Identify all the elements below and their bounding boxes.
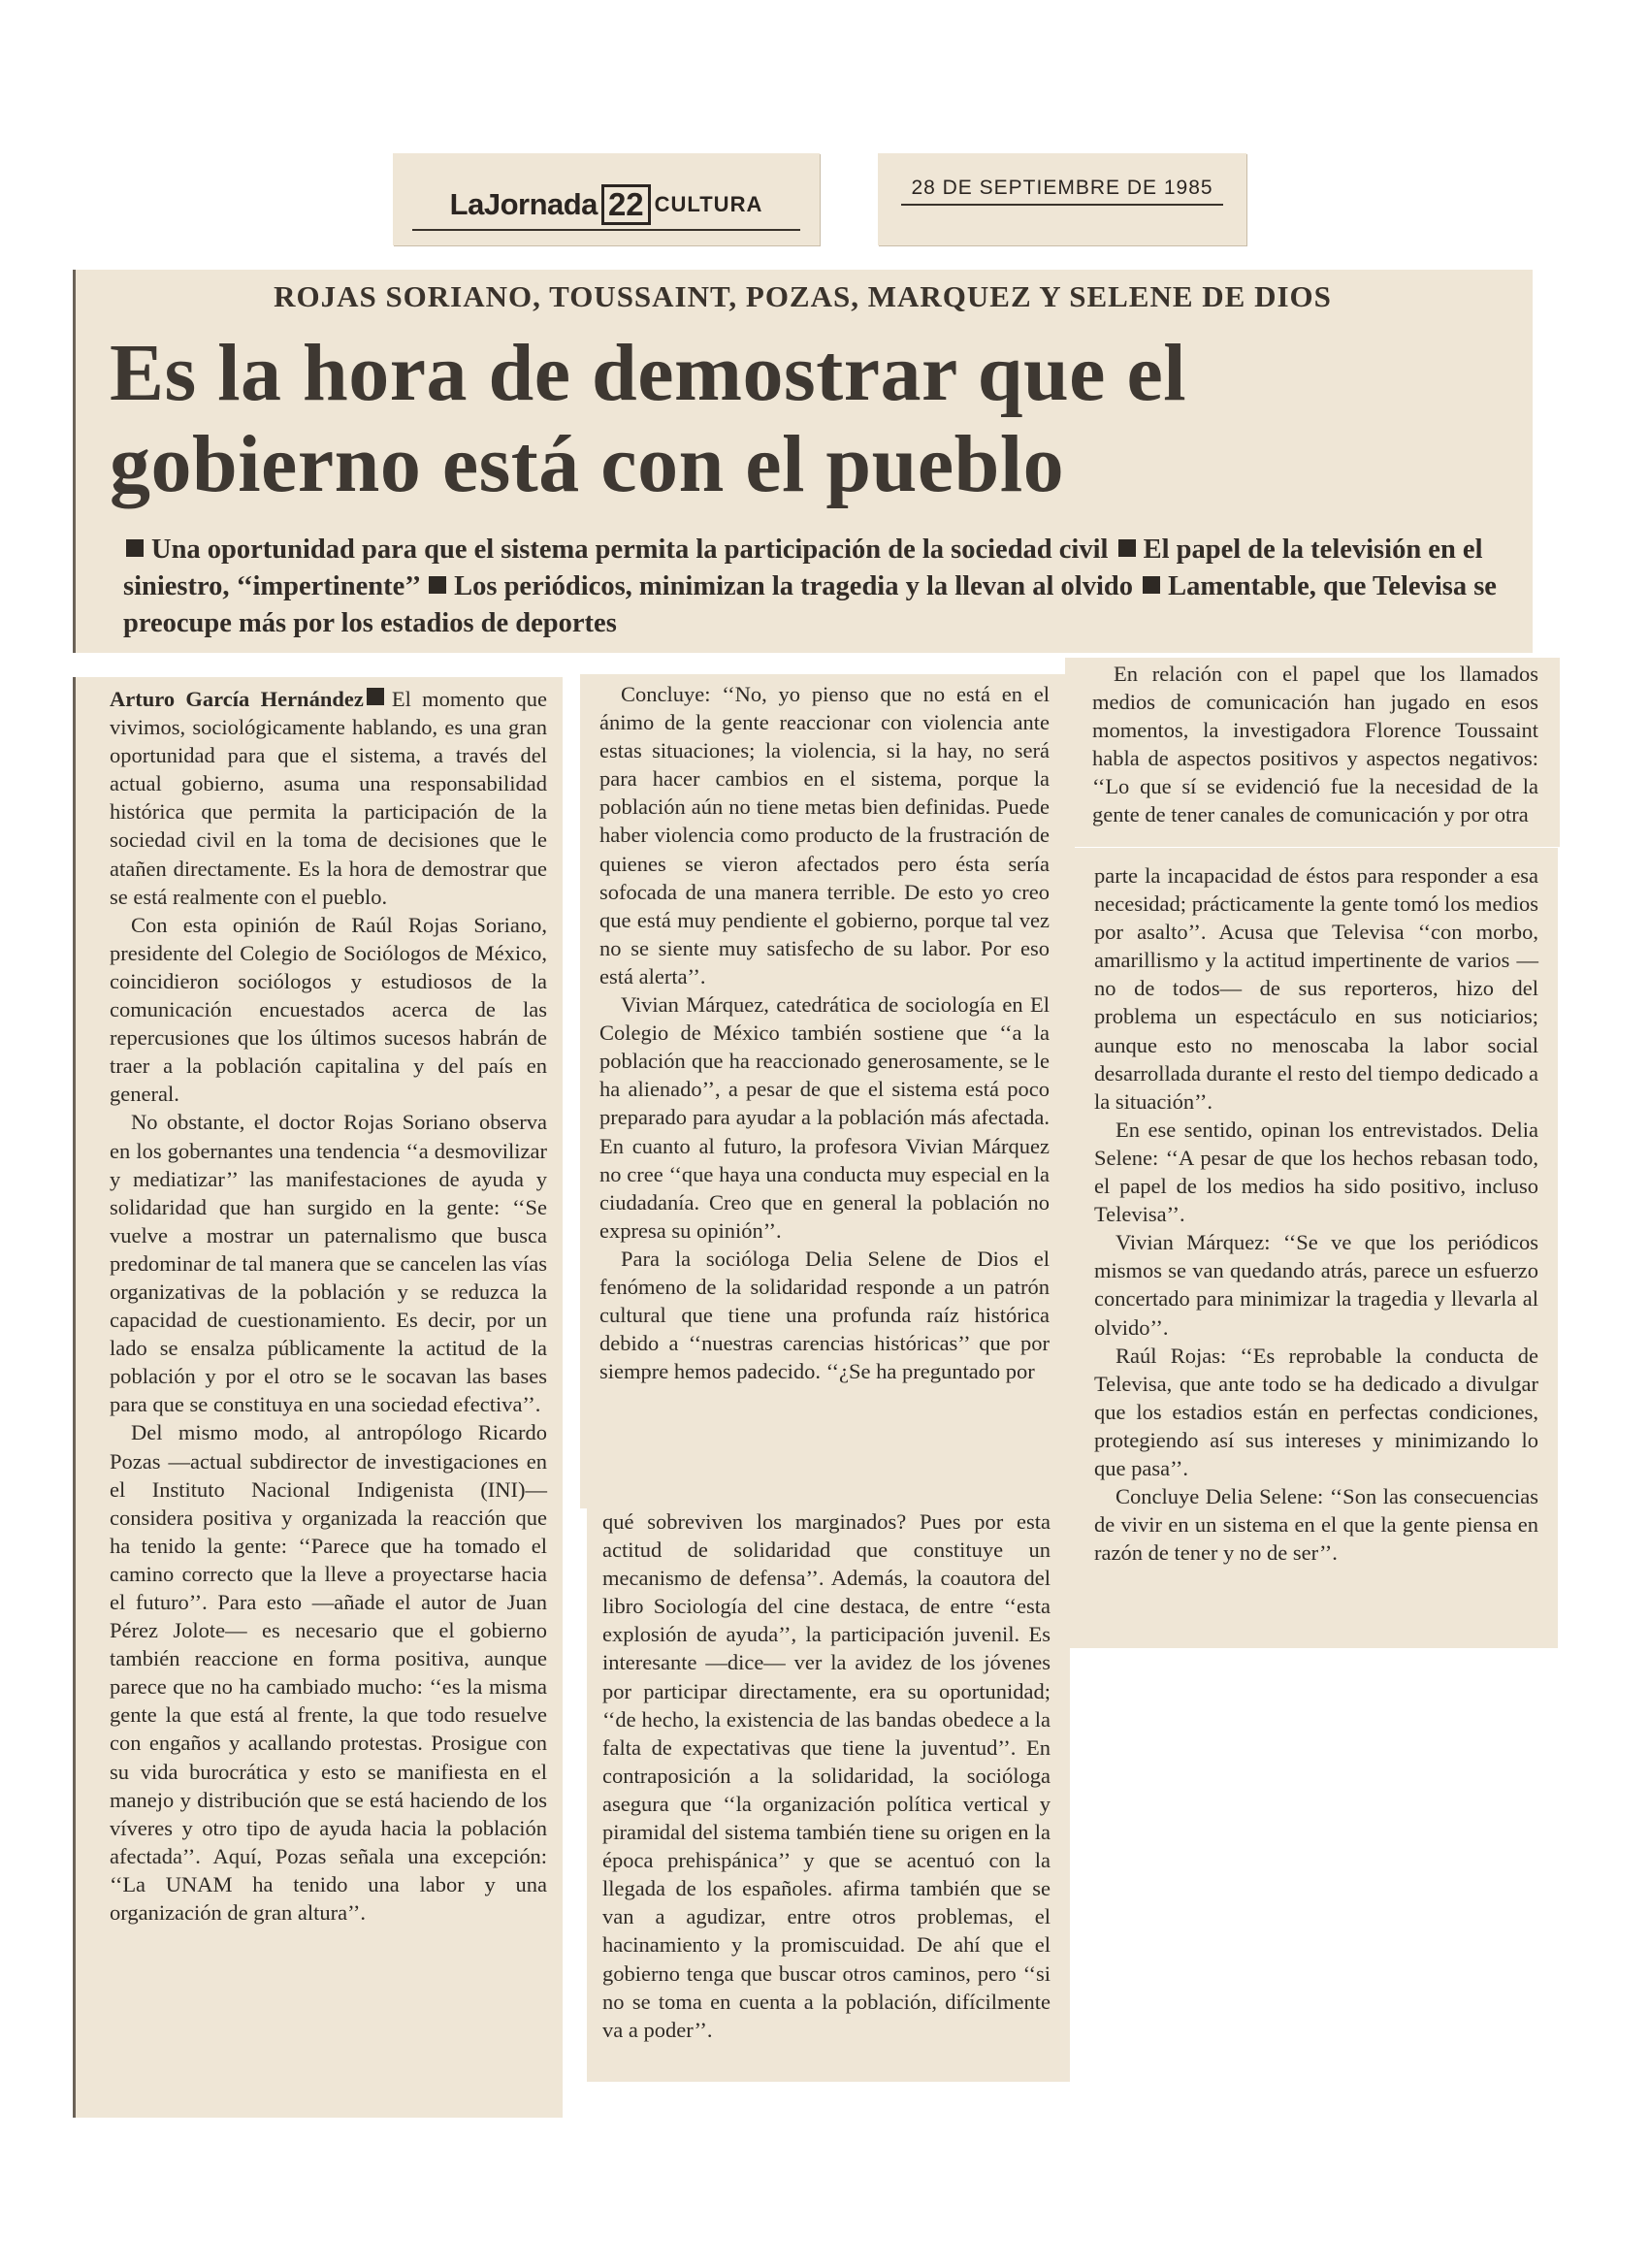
paragraph: En ese sentido, opinan los entrevistados. Delia Selene: ‘‘A pesar de que los hechos rebasan todo, el papel de los medios ha sido positivo, incluso Televisa’’.	[1094, 1117, 1538, 1227]
paragraph: Concluye Delia Selene: ‘‘Son las consecuencias de vivir en un sistema en el que la gente piensa en razón de tener y no de ser’’.	[1094, 1484, 1538, 1566]
deck-item: El papel de la televisión en el siniestro, ‘‘impertinente’’	[123, 535, 1483, 601]
publication-name: LaJornada	[449, 187, 598, 221]
article-column-2-top	[580, 674, 1075, 1508]
masthead-clip	[393, 153, 820, 245]
paragraph: Con esta opinión de Raúl Rojas Soriano, presidente del Colegio de Sociólogos de México, coincidieron sociólogos y estudiosos de la comunicación encuestados acerca de las repercusiones que los últimos sucesos habrán de traer a la población capitalina y del país en general.	[110, 912, 547, 1107]
date-clip	[878, 153, 1246, 245]
square-bullet-icon	[367, 688, 384, 705]
square-bullet-icon	[126, 539, 144, 557]
square-bullet-icon	[1118, 539, 1136, 557]
masthead-rule	[412, 229, 800, 231]
deck-item: Una oportunidad para que el sistema permita la participación de la sociedad civil	[151, 535, 1109, 565]
paragraph: Raúl Rojas: ‘‘Es reprobable la conducta de Televisa, que ante todo se ha dedicado a divulgar que los estadios están en perfectas condiciones, protegiendo así sus intereses y minimizando lo que pasa’’.	[1094, 1343, 1538, 1480]
paragraph: Para la socióloga Delia Selene de Dios el fenómeno de la solidaridad responde a un patrón cultural que tiene una profunda raíz histórica debido a ‘‘nuestras carencias históricas’’ que por siempre hemos padecido. ‘‘¿Se ha preguntado por	[599, 1246, 1050, 1384]
lead-paragraph	[110, 685, 547, 911]
deck-summary	[123, 532, 1520, 642]
square-bullet-icon	[1143, 576, 1160, 594]
deck-item: Los periódicos, minimizan la tragedia y la llevan al olvido	[454, 571, 1133, 601]
byline: Arturo García Hernández	[110, 687, 364, 711]
deck-item: Lamentable, que Televisa se preocupe más por los estadios de deportes	[123, 571, 1497, 638]
headline: Es la hora de demostrar que el gobierno está con el pueblo	[110, 328, 1187, 509]
article-column-1	[73, 677, 563, 2118]
paragraph: parte la incapacidad de éstos para responder a esa necesidad; prácticamente la gente tomó los medios por asalto’’. Acusa que Televisa ‘‘con morbo, amarillismo y la actitud impertinente de varios —no de todos— de sus reporteros, hizo del problema un espectáculo en sus noticiarios; aunque esto no menoscaba la labor social desarrollada durante el resto del tiempo dedicado a la situación’’.	[1094, 863, 1538, 1114]
article-column-3-top	[1065, 658, 1560, 847]
square-bullet-icon	[429, 576, 446, 594]
paragraph: Vivian Márquez, catedrática de sociología en El Colegio de México también sostiene que ‘‘a la población que ha reaccionado generosamente, se le ha alienado’’, a pesar de que el sistema está poco preparado para ayudar a la población más afectada. En cuanto al futuro, la profesora Vivian Márquez no cree ‘‘que haya una conducta muy especial en la ciudadanía. Creo que en general la población no expresa su opinión’’.	[599, 992, 1050, 1243]
paragraph: No obstante, el doctor Rojas Soriano observa en los gobernantes una tendencia ‘‘a desmovilizar y mediatizar’’ las manifestaciones de ayuda y solidaridad que han surgido en la gente: ‘‘Se vuelve a mostrar un paternalismo que busca predominar de tal manera que se cancelen las vías organizativas de la población y se reduzca la capacidad de cuestionamiento. Es decir, por un lado se ensalza públicamente la actitud de la población y por el otro se le socavan las bases para que se constituya en una sociedad efectiva’’.	[110, 1110, 547, 1417]
article-column-2-bottom	[587, 1504, 1070, 2082]
paragraph: Concluye: ‘‘No, yo pienso que no está en el ánimo de la gente reaccionar con violencia ante estas situaciones; la violencia, si la hay, no será para hacer cambios en el sistema, porque la población aún no tiene metas bien definidas. Puede haber violencia como producto de la frustración de quienes se vieron afectados pero ésta sería sofocada de una manera terrible. De esto yo creo que está muy pendiente el gobierno, porque tal vez no se siente muy satisfecho de su labor. Por eso está alerta’’.	[599, 682, 1050, 988]
lead-text: El momento que vivimos, sociológicamente hablando, es una gran oportunidad para que el sistema, a través del actual gobierno, asuma una responsabilidad histórica que permita la participación de la sociedad civil en la toma de decisiones que le atañen directamente. Es la hora de demostrar que se está realmente con el pueblo.	[110, 687, 547, 909]
paragraph: Vivian Márquez: ‘‘Se ve que los periódicos mismos se van quedando atrás, parece un esfuerzo concertado para minimizar la tragedia y llevarla al olvido’’.	[1094, 1230, 1538, 1340]
article-column-3-bottom	[1065, 848, 1558, 1648]
publication-date: 28 DE SEPTIEMBRE DE 1985	[911, 177, 1213, 199]
page-number: 22	[601, 184, 651, 225]
section-name: CULTURA	[654, 192, 763, 216]
masthead	[393, 184, 820, 225]
headline-clip	[73, 270, 1533, 653]
kicker: ROJAS SORIANO, TOUSSAINT, POZAS, MARQUEZ Y SELENE DE DIOS	[274, 279, 1332, 313]
paragraph: Del mismo modo, al antropólogo Ricardo Pozas —actual subdirector de investigaciones en el Instituto Nacional Indigenista (INI)— considera positiva y organizada la reacción que ha tenido la gente: ‘‘Parece que ha tomado el camino correcto que la lleve a proyectarse hacia el futuro’’. Para esto —añade el autor de Juan Pérez Jolote— es necesario que el gobierno también reaccione en forma positiva, aunque parece que no ha cambiado mucho: ‘‘es la misma gente la que está al frente, la que todo resuelve con engaños y acallando protestas. Prosigue con su vida burocrática y esto se manifiesta en el manejo y distribución que se está haciendo de los víveres y otro tipo de ayuda hacia la población afectada’’. Aquí, Pozas señala una excepción: ‘‘La UNAM ha tenido una labor y una organización de gran altura’’.	[110, 1420, 547, 1926]
date-rule	[901, 204, 1223, 206]
paragraph: qué sobreviven los marginados? Pues por esta actitud de solidaridad que constituye un mecanismo de defensa’’. Además, la coautora del libro Sociología del cine destaca, de entre ‘‘esta explosión de ayuda’’, la participación juvenil. Es interesante —dice— ver la avidez de los jóvenes por participar directamente, era su oportunidad; ‘‘de hecho, la existencia de las bandas obedece a la falta de expectativas que tiene la juventud’’. En contraposición a la solidaridad, la socióloga asegura que ‘‘la organización política vertical y piramidal del sistema también tiene su origen en la época prehispánica’’ y que se acentuó con la llegada de los españoles. afirma también que se van a agudizar, entre otros problemas, el hacinamiento y la promiscuidad. De ahí que el gobierno tenga que buscar otros caminos, pero ‘‘si no se toma en cuenta a la población, difícilmente va a poder’’.	[602, 1509, 1051, 2042]
paragraph: En relación con el papel que los llamados medios de comunicación han jugado en esos momentos, la investigadora Florence Toussaint habla de aspectos positivos y aspectos negativos: ‘‘Lo que sí se evidenció fue la necesidad de la gente de tener canales de comunicación y por otra	[1092, 662, 1538, 827]
